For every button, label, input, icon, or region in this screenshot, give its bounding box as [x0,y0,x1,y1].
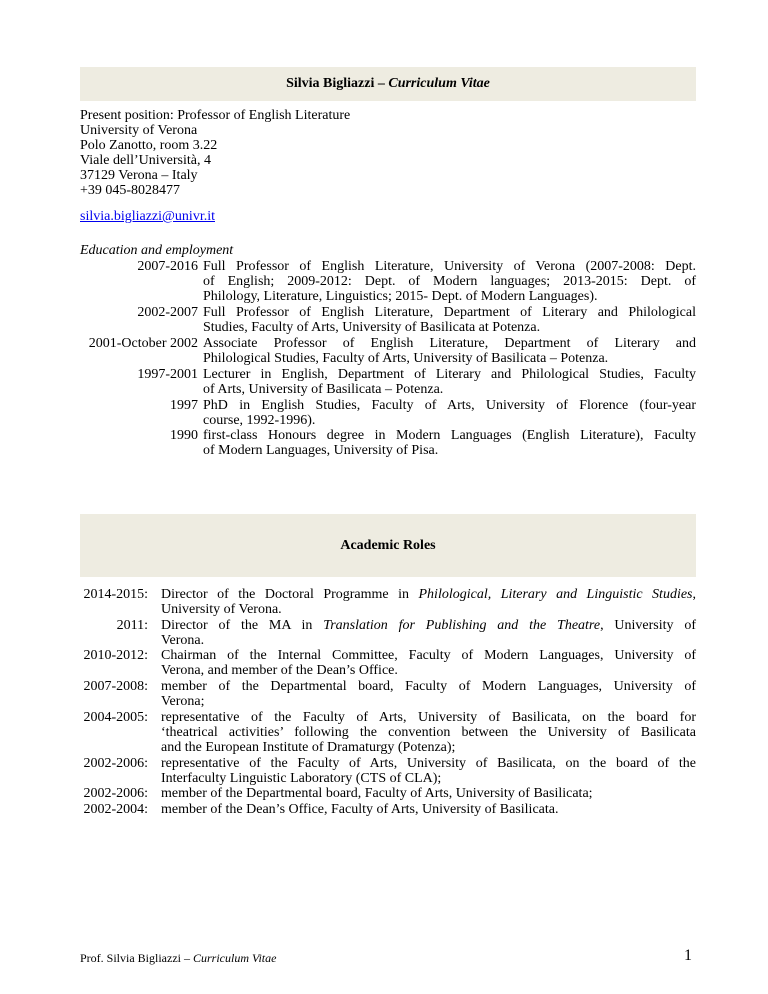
description-line: Director of the MA in Translation for Publishing and the Theatre, University of [161,618,696,633]
education-date: 2001-October 2002 [88,336,198,351]
city: 37129 Verona – Italy [80,168,198,183]
education-description [203,398,696,428]
role-description [161,710,696,755]
description-line: course, 1992-1996). [203,413,316,428]
office: Polo Zanotto, room 3.22 [80,138,218,153]
description-line: University of Verona. [161,602,282,617]
role-description [161,587,696,617]
description-line: member of the Departmental board, Faculty of Modern Languages, University of [161,679,696,694]
roles-heading: Academic Roles [340,538,436,553]
description-line: first-class Honours degree in Modern Languages (English Literature), Faculty [203,428,696,443]
description-line: Lecturer in English, Department of Literary and Philological Studies, Faculty [203,367,696,382]
description-line: Studies, Faculty of Arts, University of Basilicata at Potenza. [203,320,541,335]
role-date: 2004-2005: [83,710,148,725]
description-line: Verona, and member of the Dean’s Office. [161,663,398,678]
role-description [161,802,696,817]
description-line: Philological Studies, Faculty of Arts, University of Basilicata – Potenza. [203,351,609,366]
page-number: 1 [684,947,692,964]
university: University of Verona [80,123,198,138]
description-line: and the European Institute of Dramaturgy (Potenza); [161,740,456,755]
description-line: Interfaculty Linguistic Laboratory (CTS of CLA); [161,771,442,786]
present-position: Present position: Professor of English Literature [80,108,351,123]
role-description [161,786,696,801]
role-date: 2002-2006: [83,756,148,771]
cv-title: Curriculum Vitae [388,76,490,91]
role-date: 2002-2004: [83,802,148,817]
description-line: Verona. [161,633,205,648]
description-line: of Arts, University of Basilicata – Potenza. [203,382,444,397]
education-date: 1990 [170,428,198,443]
contact-block [80,108,350,198]
italic-title: Philological, Literary and Linguistic Studies [418,587,693,602]
description-line: Associate Professor of English Literature, Department of Literary and [203,336,696,351]
education-date: 2007-2016 [137,259,198,274]
footer-text: Prof. Silvia Bigliazzi – [80,951,193,965]
role-description [161,679,696,709]
description-line: representative of the Faculty of Arts, University of Basilicata, on the board for [161,710,696,725]
description-line: representative of the Faculty of Arts, University of Basilicata, on the board of the [161,756,696,771]
cv-name: Silvia Bigliazzi – [286,76,389,91]
role-description [161,648,696,678]
street: Viale dell’Università, 4 [80,153,211,168]
education-heading: Education and employment [80,243,234,258]
description-line: Full Professor of English Literature, University of Verona (2007-2008: Dept. [203,259,696,274]
footer-italic: Curriculum Vitae [193,951,277,965]
description-line: Full Professor of English Literature, Department of Literary and Philological [203,305,696,320]
role-description [161,618,696,648]
description-line: member of the Dean’s Office, Faculty of Arts, University of Basilicata. [161,802,559,817]
email-link[interactable]: silvia.bigliazzi@univr.it [80,209,215,224]
description-line: Chairman of the Internal Committee, Faculty of Modern Languages, University of [161,648,696,663]
education-date: 2002-2007 [137,305,198,320]
description-line: PhD in English Studies, Faculty of Arts, University of Florence (four-year [203,398,696,413]
education-description [203,336,696,366]
description-line: ‘theatrical activities’ following the convention between the University of Basilicata [161,725,696,740]
role-description [161,756,696,786]
education-description [203,305,696,335]
role-date: 2014-2015: [83,587,148,602]
description-line: Philology, Literature, Linguistics; 2015- Dept. of Modern Languages). [203,289,598,304]
description-line: of English; 2009-2012: Dept. of Modern languages; 2013-2015: Dept. of [203,274,696,289]
education-date: 1997 [170,398,198,413]
description-line: of Modern Languages, University of Pisa. [203,443,439,458]
education-description [203,259,696,304]
description-line: Director of the Doctoral Programme in Philological, Literary and Linguistic Studies, [161,587,696,602]
description-line: member of the Departmental board, Faculty of Arts, University of Basilicata; [161,786,593,801]
role-date: 2011: [116,618,148,633]
education-date: 1997-2001 [137,367,198,382]
role-date: 2010-2012: [83,648,148,663]
footer [80,951,276,966]
italic-title: Translation for Publishing and the Theatre [323,618,601,633]
role-date: 2007-2008: [83,679,148,694]
education-description [203,428,696,458]
description-line: Verona; [161,694,205,709]
phone: +39 045-8028477 [80,183,181,198]
education-description [203,367,696,397]
role-date: 2002-2006: [83,786,148,801]
title-band [80,67,696,101]
roles-band [80,514,696,577]
